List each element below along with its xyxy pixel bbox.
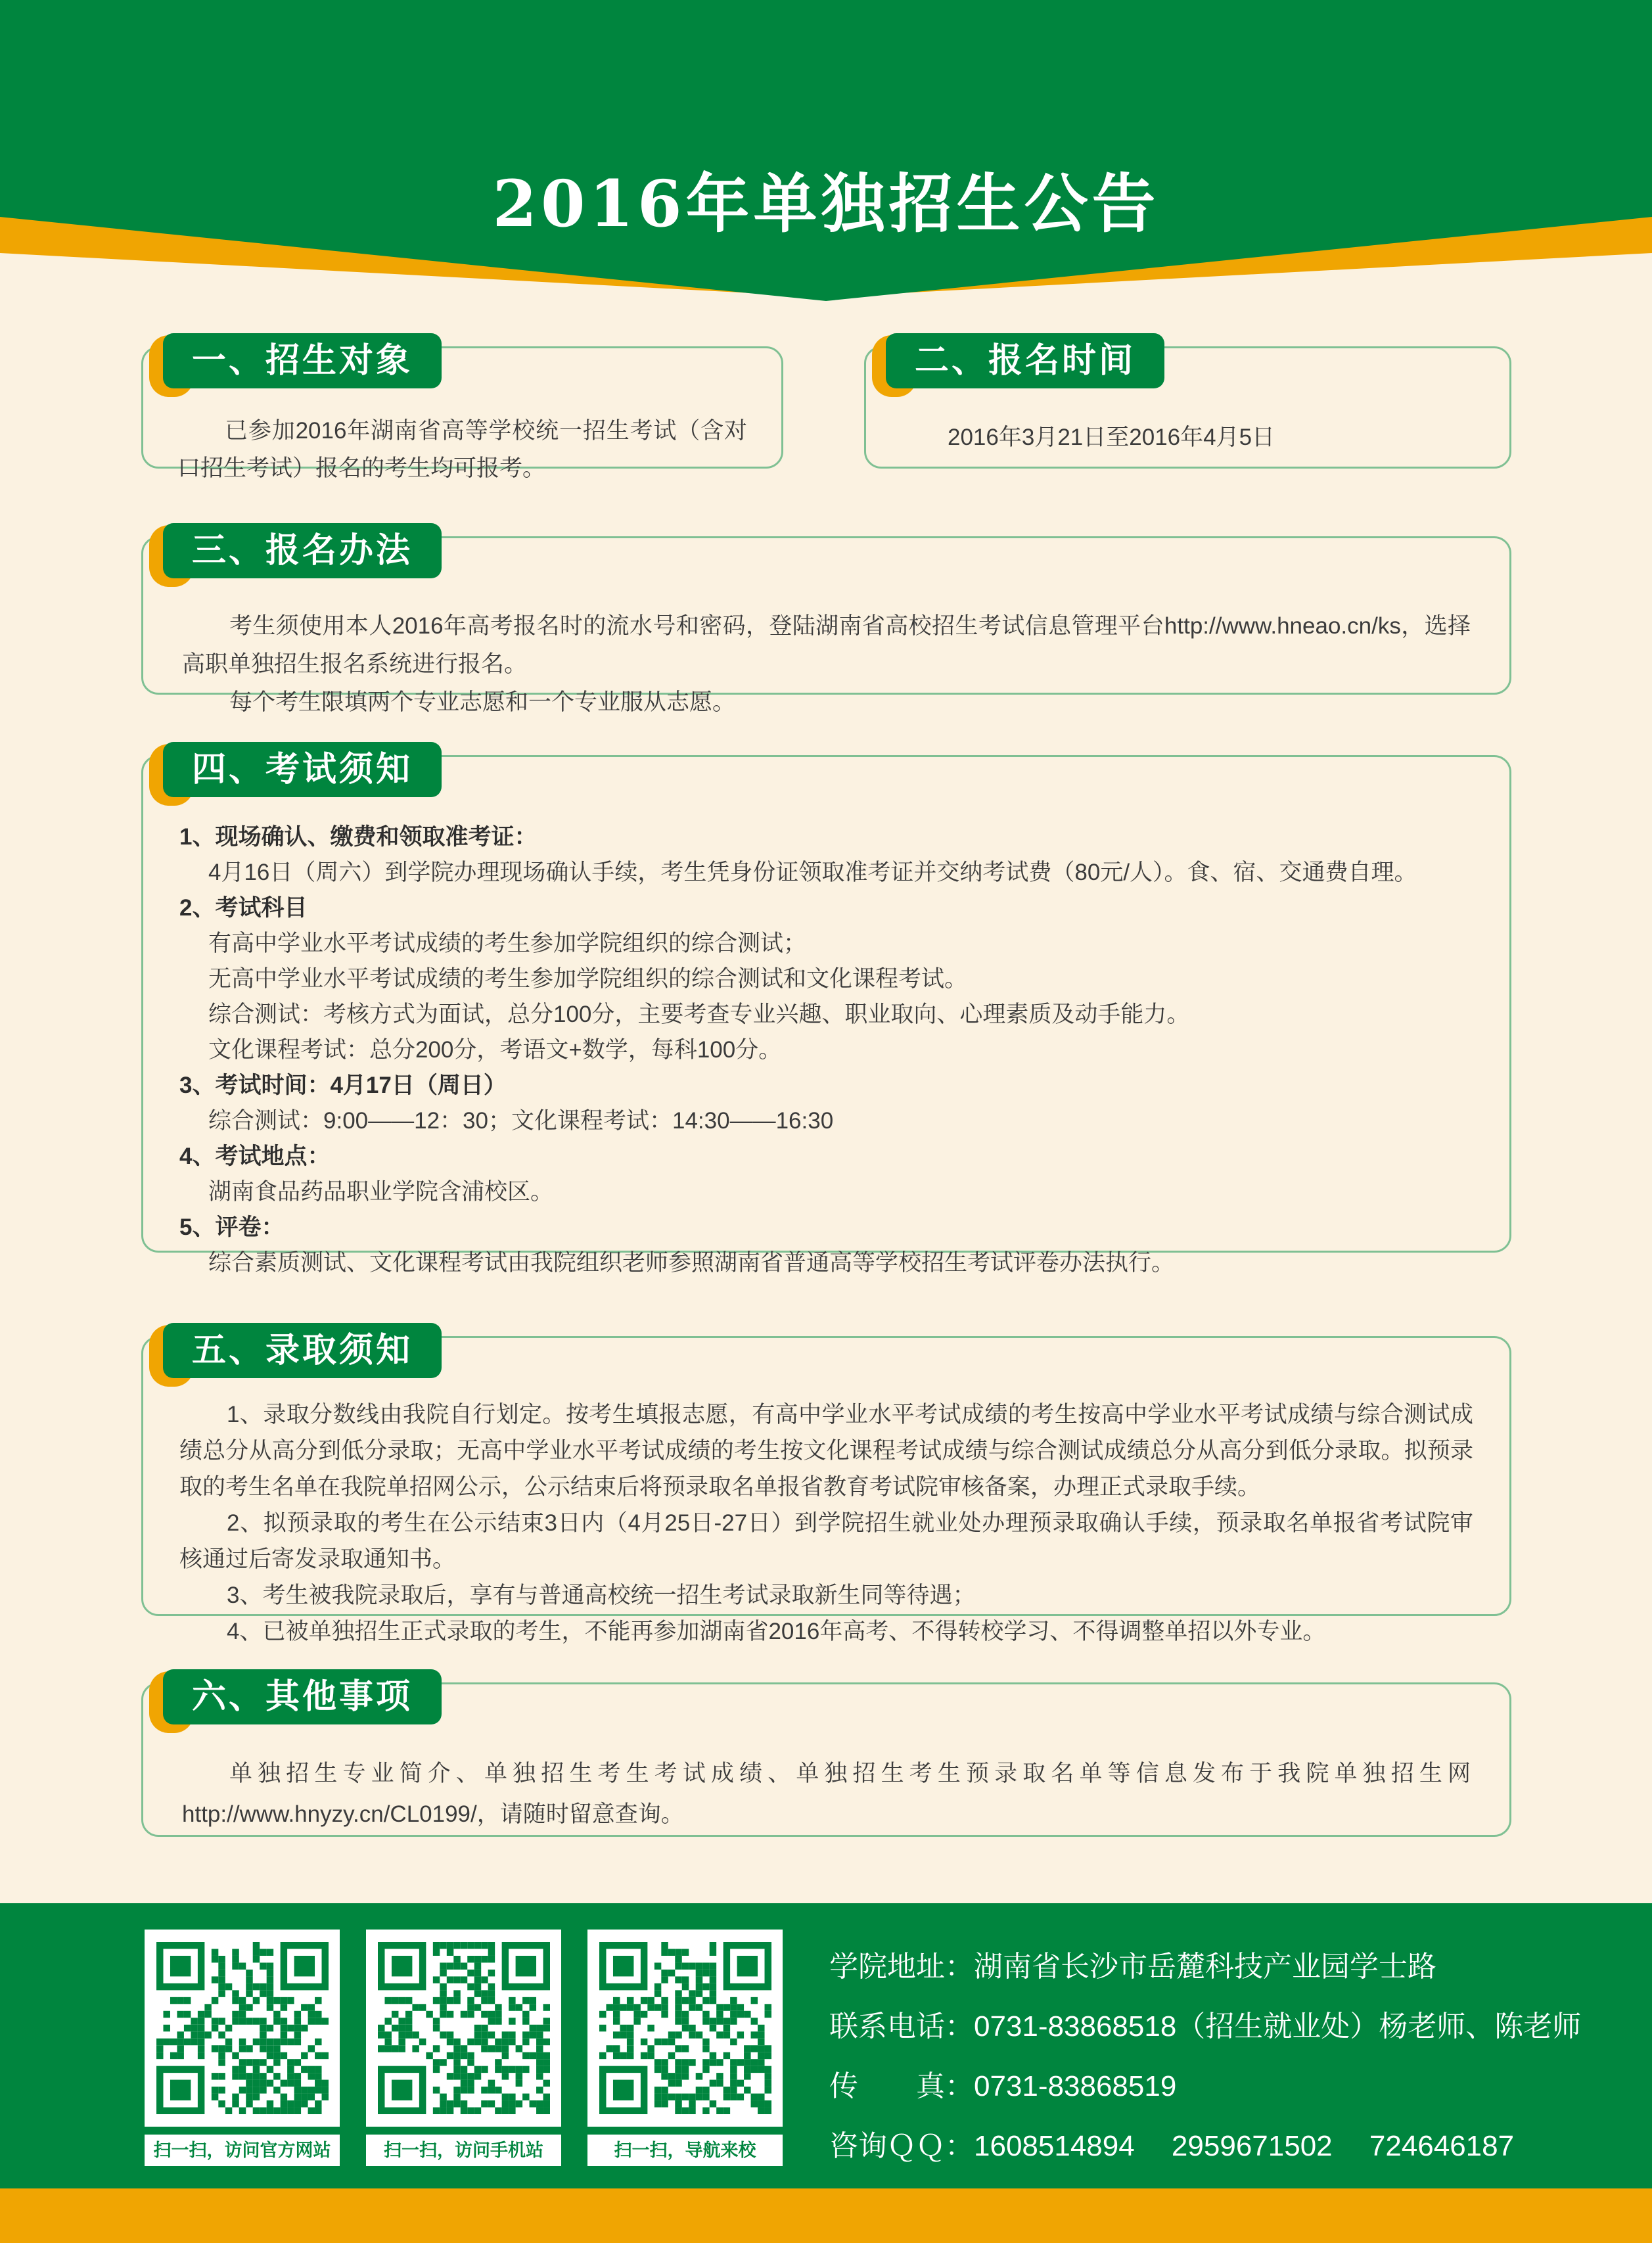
section-heading: 五、录取须知 xyxy=(192,1331,413,1370)
list-item-label: 5、评卷： xyxy=(179,1214,285,1240)
paragraph: 每个考生限填两个专业志愿和一个专业服从志愿。 xyxy=(229,689,736,715)
paragraph: 已参加2016年湖南省高等学校统一招生考试（含对口招生考试）报名的考生均可报考。 xyxy=(177,418,747,481)
paragraph: 2、拟预录取的考生在公示结束3日内（4月25日-27日）到学院招生就业处办理预录取确认手续，预录取名单报省考试院审核通过后寄发录取通知书。 xyxy=(179,1510,1473,1572)
list-item-label: 4、考试地点： xyxy=(179,1144,331,1169)
contact-phone: 联系电话：0731-83868518（招生就业处）杨老师、陈老师 xyxy=(829,2010,1582,2043)
section-heading-tab xyxy=(163,333,442,388)
paragraph: 4、已被单独招生正式录取的考生，不能再参加湖南省2016年高考、不得转校学习、不得调整单招以外专业。 xyxy=(227,1619,1326,1644)
list-item-line: 4月16日（周六）到学院办理现场确认手续，考生凭身份证领取准考证并交纳考试费（80元/人）。食、宿、交通费自理。 xyxy=(208,860,1417,885)
qr-caption: 扫一扫，访问官方网站 xyxy=(145,2135,340,2166)
section-heading-tab xyxy=(163,1323,442,1378)
section-heading: 二、报名时间 xyxy=(915,342,1136,380)
paragraph: 单独招生专业简介、单独招生考生考试成绩、单独招生考生预录取名单等信息发布于我院单独招生网http://www.hnyzy.cn/CL0199/，请随时留意查询。 xyxy=(182,1761,1471,1827)
poster-title: 2016年单独招生公告 xyxy=(492,166,1160,241)
section-exam-notes xyxy=(141,742,1511,1276)
section-heading-tab xyxy=(163,1669,442,1724)
section-other-matters xyxy=(141,1669,1511,1837)
list-item-label: 3、考试时间：4月17日（周日） xyxy=(179,1073,507,1098)
qr-code-official-site xyxy=(145,1930,340,2127)
list-item-line: 湖南食品药品职业学院含浦校区。 xyxy=(208,1179,554,1205)
section-enrollment-target xyxy=(141,333,783,481)
section-registration-time xyxy=(864,333,1511,469)
list-item-line: 无高中学业水平考试成绩的考生参加学院组织的综合测试和文化课程考试。 xyxy=(208,966,968,992)
list-item-line: 综合测试：9:00——12：30；文化课程考试：14:30——16:30 xyxy=(208,1108,834,1134)
section-body xyxy=(141,742,1511,1281)
section-heading-tab xyxy=(163,742,442,797)
contact-fax: 传 真：0731-83868519 xyxy=(829,2070,1177,2102)
list-item-line: 综合素质测试、文化课程考试由我院组织老师参照湖南省普通高等学校招生考试评卷办法执行。 xyxy=(208,1250,1175,1276)
section-heading: 四、考试须知 xyxy=(192,751,413,789)
paragraph: 考生须使用本人2016年高考报名时的流水号和密码，登陆湖南省高校招生考试信息管理平台http://www.hneao.cn/ks，选择高职单独招生报名系统进行报名。 xyxy=(182,613,1471,677)
section-registration-method xyxy=(141,523,1511,715)
section-heading: 六、其他事项 xyxy=(192,1678,413,1716)
list-item-label: 1、现场确认、缴费和领取准考证： xyxy=(179,824,538,850)
section-heading-tab xyxy=(163,523,442,578)
section-heading-tab xyxy=(886,333,1164,388)
qr-caption: 扫一扫，访问手机站 xyxy=(366,2135,561,2166)
section-heading: 三、报名办法 xyxy=(192,532,413,570)
paragraph: 1、录取分数线由我院自行划定。按考生填报志愿，有高中学业水平考试成绩的考生按高中学业水平考试成绩与综合测试成绩总分从高分到低分录取；无高中学业水平考试成绩的考生按文化课程考试成绩与综合测试成绩总分从高分到低分录取。拟预录取的考生名单在我院单招网公示，公示结束后将预录取名单报省教育考试院审核备案，办理正式录取手续。 xyxy=(179,1402,1473,1500)
list-item-line: 有高中学业水平考试成绩的考生参加学院组织的综合测试； xyxy=(208,931,807,956)
qr-code-navigation xyxy=(587,1930,783,2127)
section-admission-notes xyxy=(141,1323,1511,1644)
list-item-label: 2、考试科目 xyxy=(179,895,308,921)
paragraph: 3、考生被我院录取后，享有与普通高校统一招生考试录取新生同等待遇； xyxy=(227,1583,976,1608)
list-item-line: 综合测试：考核方式为面试，总分100分，主要考查专业兴趣、职业取向、心理素质及动手能力。 xyxy=(208,1002,1190,1027)
footer-bottom-stripe xyxy=(0,2188,1652,2243)
qr-code-mobile-site xyxy=(366,1930,561,2127)
qr-caption: 扫一扫，导航来校 xyxy=(587,2135,783,2166)
contact-address: 学院地址：湖南省长沙市岳麓科技产业园学士路 xyxy=(829,1951,1436,1983)
contact-info xyxy=(829,1943,1618,2182)
section-heading: 一、招生对象 xyxy=(192,342,413,380)
list-item-line: 文化课程考试：总分200分，考语文+数学，每科100分。 xyxy=(208,1037,782,1063)
paragraph: 2016年3月21日至2016年4月5日 xyxy=(948,425,1275,450)
contact-qq: 咨询ＱＱ：1608514894 2959671502 724646187 xyxy=(829,2130,1515,2162)
